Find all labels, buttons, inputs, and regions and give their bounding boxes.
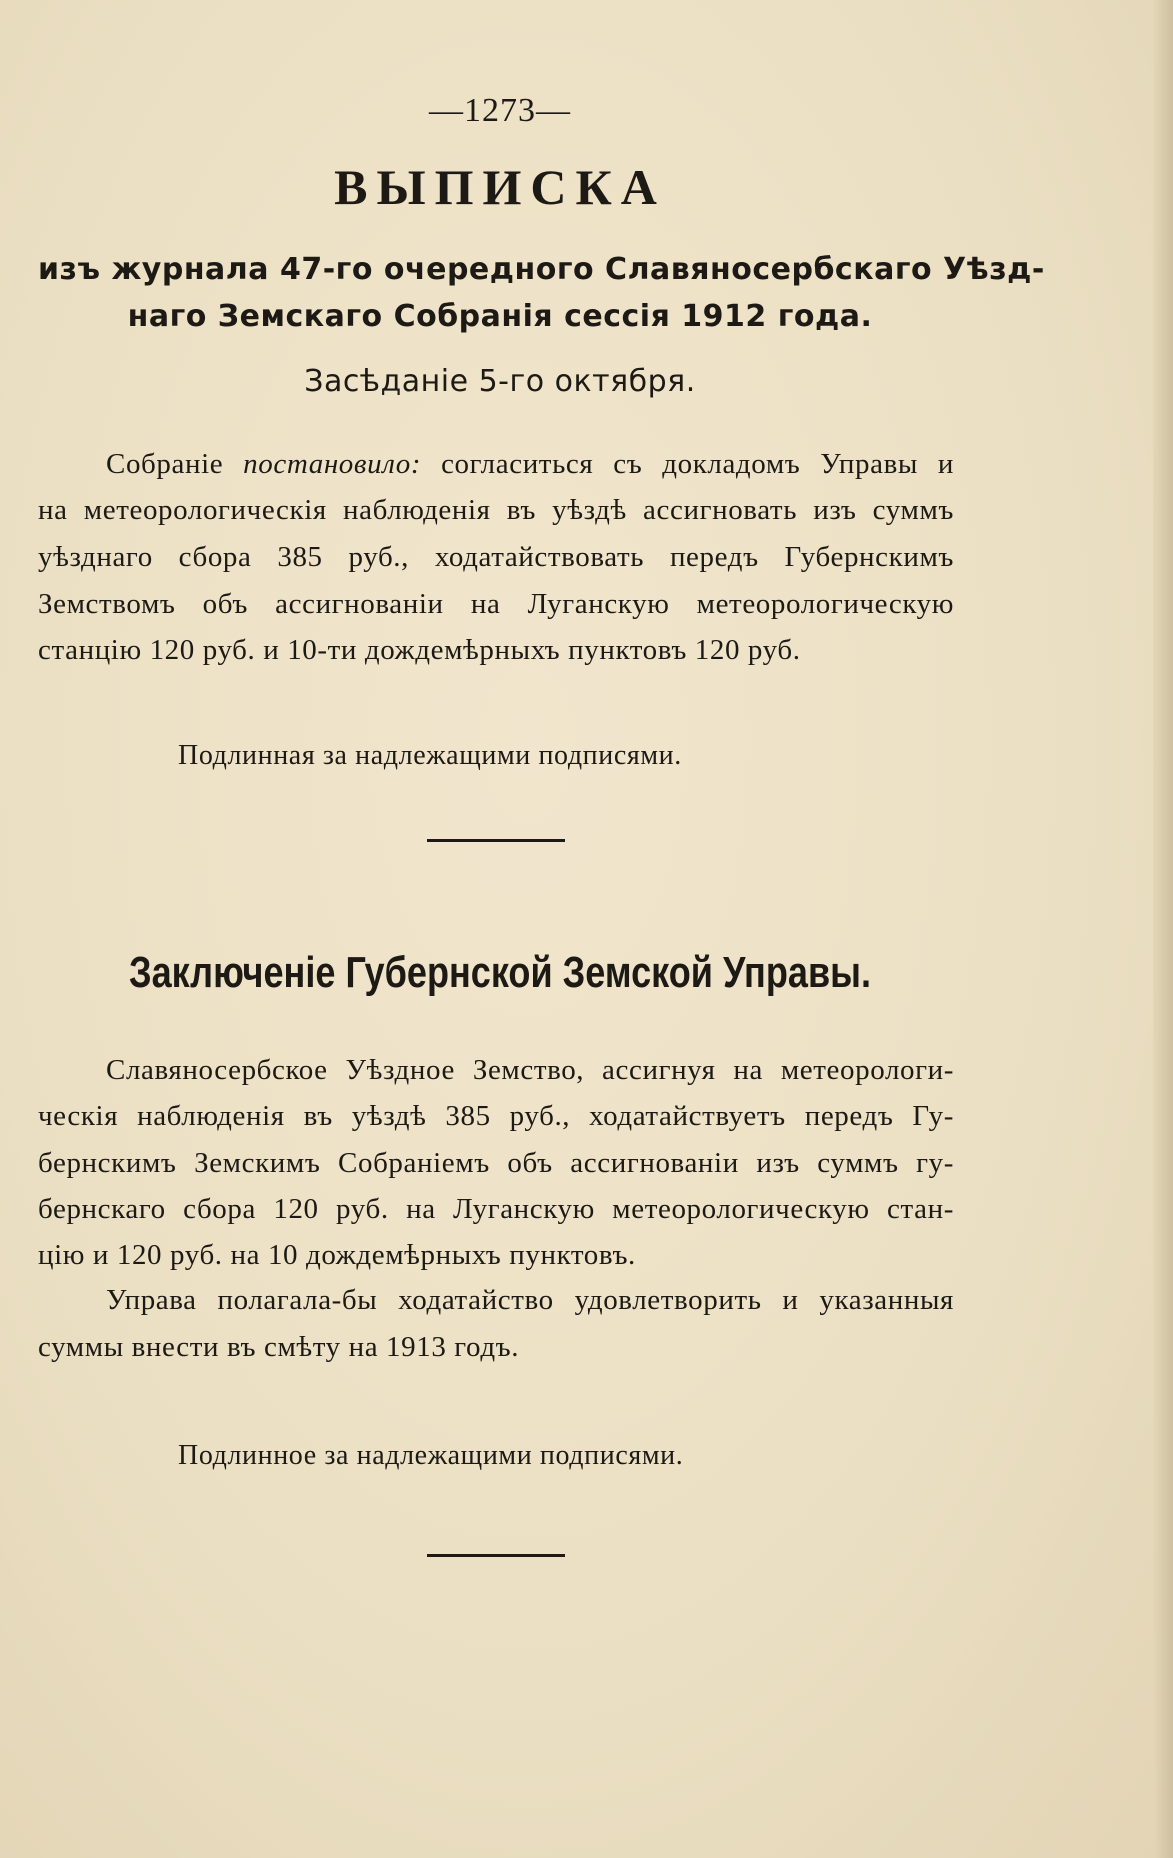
page-number: —1273— (429, 92, 571, 129)
session-date: Засѣданіе 5-го октября. (304, 364, 696, 399)
extract-line-3: уѣзднаго сбора 385 руб., ходатайствовать передъ Губернскимъ (38, 541, 954, 573)
subtitle-line-2: наго Земскаго Собранія сессія 1912 года. (127, 299, 873, 334)
extract-emphasis: постановило: (243, 448, 422, 480)
conclusion-p2-line-2: суммы внести въ смѣту на 1913 годъ. (38, 1331, 520, 1363)
page-edge (1153, 0, 1173, 1858)
conclusion-line-5: цію и 120 руб. на 10 дождемѣрныхъ пунктовъ. (38, 1239, 636, 1271)
extract-line-1-start: Собраніе (106, 448, 244, 480)
separator-rule-1 (427, 839, 565, 842)
conclusion-heading: Заключеніе Губернской Земской Управы. (129, 948, 871, 997)
conclusion-signature: Подлинное за надлежащими подписями. (178, 1440, 684, 1471)
extract-line-2: на метеорологическія наблюденія въ уѣздѣ ассигновать изъ суммъ (38, 494, 954, 526)
conclusion-line-3: бернскимъ Земскимъ Собраніемъ объ ассигнованіи изъ суммъ гу- (38, 1147, 954, 1179)
extract-line-1 (106, 448, 954, 481)
separator-rule-2 (427, 1554, 565, 1557)
extract-signature: Подлинная за надлежащими подписями. (178, 740, 682, 771)
extract-line-5: станцію 120 руб. и 10-ти дождемѣрныхъ пунктовъ 120 руб. (38, 634, 801, 666)
conclusion-line-4: бернскаго сбора 120 руб. на Луганскую метеорологическую стан- (38, 1193, 954, 1225)
conclusion-line-2: ческія наблюденія въ уѣздѣ 385 руб., ходатайствуетъ передъ Гу- (38, 1100, 954, 1132)
extract-line-1-end: согласиться съ докладомъ Управы и (421, 448, 954, 480)
document-title: ВЫПИСКА (334, 159, 666, 215)
subtitle-line-1: изъ журнала 47-го очередного Славяносербскаго Уѣзд- (38, 252, 1045, 287)
extract-line-4: Земствомъ объ ассигнованіи на Луганскую метеорологическую (38, 588, 954, 620)
conclusion-p2-line-1: Управа полагала-бы ходатайство удовлетворить и указанныя (106, 1284, 954, 1316)
conclusion-line-1: Славяносербское Уѣздное Земство, ассигнуя на метеорологи- (106, 1054, 954, 1086)
